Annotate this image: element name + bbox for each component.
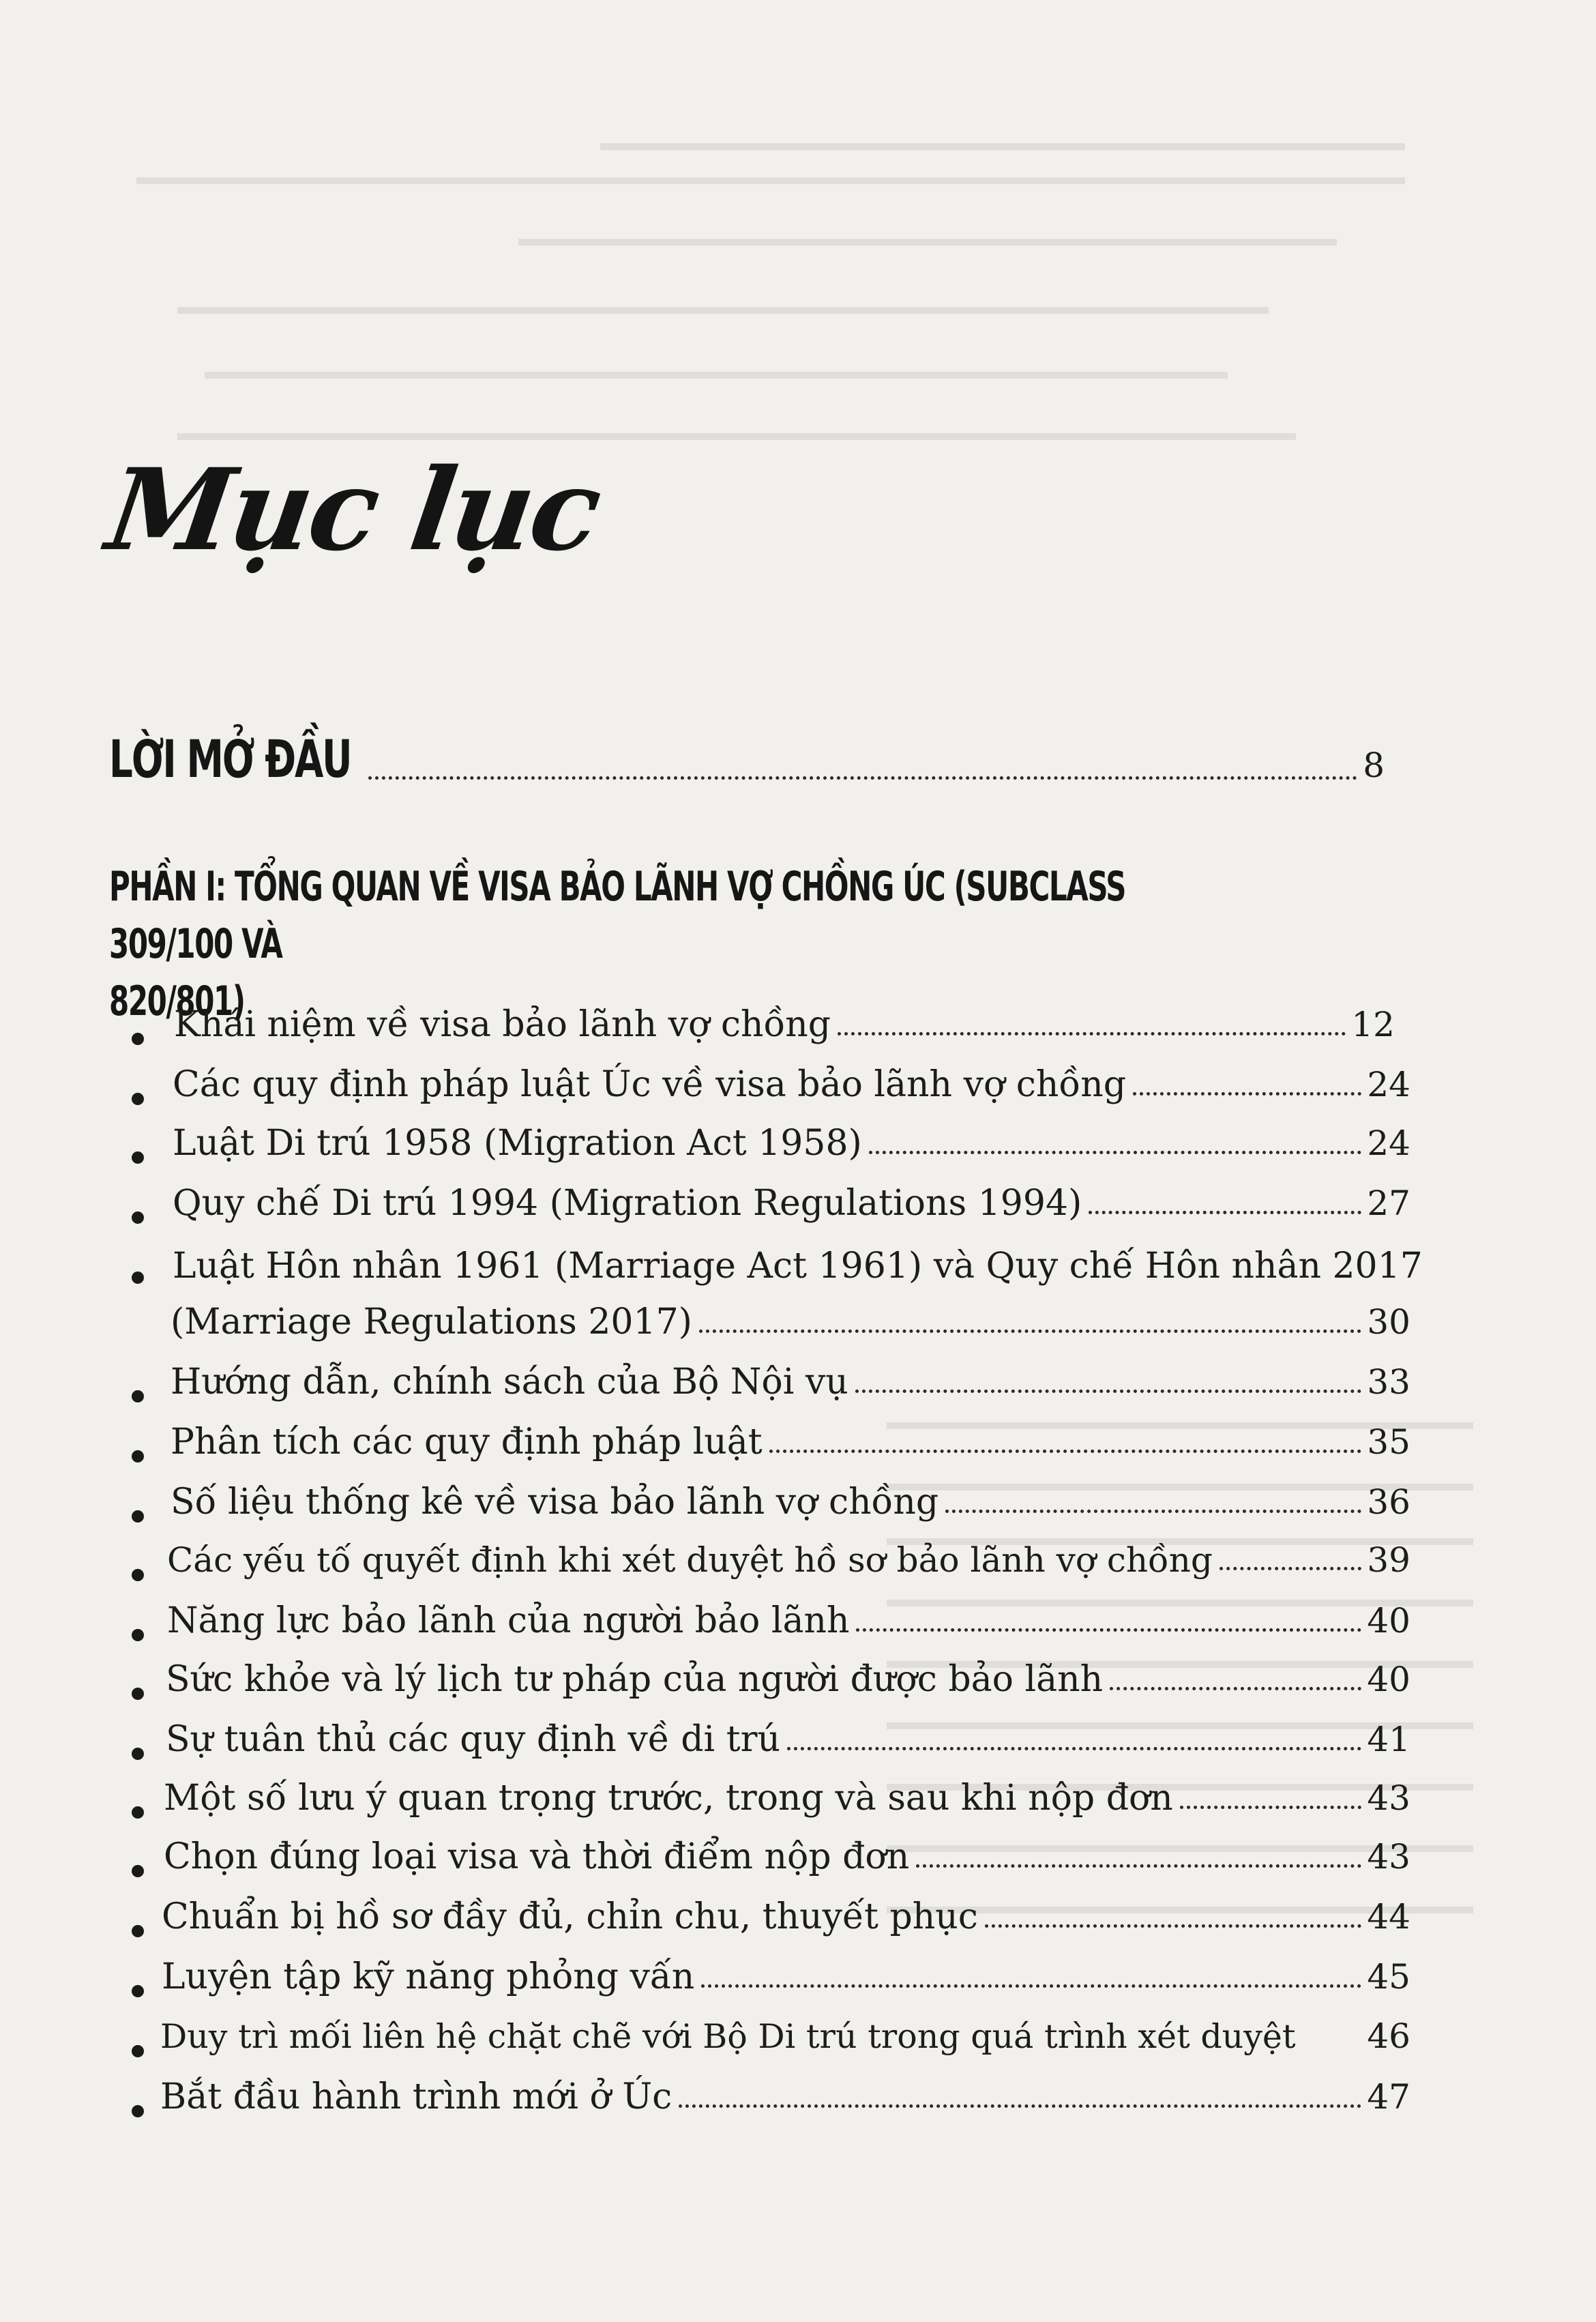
toc-entry[interactable] <box>173 1123 1410 1164</box>
bullet-icon <box>132 1865 144 1877</box>
bullet-icon <box>132 1033 144 1045</box>
toc-page-number: 41 <box>1367 1720 1410 1759</box>
toc-entry[interactable] <box>164 1778 1410 1819</box>
toc-entry[interactable] <box>173 1064 1410 1105</box>
toc-entry[interactable] <box>171 1302 1410 1342</box>
toc-entry[interactable] <box>174 1004 1395 1045</box>
toc-page-number: 46 <box>1367 2016 1410 2056</box>
toc-entry[interactable] <box>162 1956 1410 1997</box>
toc-page-number: 30 <box>1367 1302 1410 1342</box>
toc-entry-label: Phân tích các quy định pháp luật <box>171 1422 763 1463</box>
toc-entry[interactable] <box>171 1482 1410 1523</box>
toc-entry-intro[interactable] <box>109 729 1385 789</box>
dot-leader <box>916 1864 1361 1868</box>
dot-leader <box>1089 1211 1361 1214</box>
bullet-icon <box>132 1093 144 1105</box>
toc-entry-label: Sự tuân thủ các quy định về di trú <box>166 1719 780 1760</box>
bullet-icon <box>132 1390 144 1402</box>
toc-entry[interactable] <box>166 1659 1410 1700</box>
toc-entry-label: Hướng dẫn, chính sách của Bộ Nội vụ <box>171 1362 848 1402</box>
bullet-icon <box>132 1806 144 1819</box>
toc-entry-label: Sức khỏe và lý lịch tư pháp của người được bảo lãnh <box>166 1659 1104 1700</box>
toc-page-number: 47 <box>1367 2077 1410 2117</box>
toc-entry-label: Các yếu tố quyết định khi xét duyệt hồ sơ bảo lãnh vợ chồng <box>167 1540 1213 1580</box>
dot-leader <box>838 1032 1346 1035</box>
toc-entry-label: Bắt đầu hành trình mới ở Úc <box>160 2076 673 2117</box>
bullet-icon <box>132 1272 144 1284</box>
dot-leader <box>368 776 1357 780</box>
dot-leader <box>679 2104 1361 2108</box>
toc-entry-label: Quy chế Di trú 1994 (Migration Regulations 1994) <box>173 1183 1082 1224</box>
bullet-icon <box>132 1510 144 1523</box>
toc-entry[interactable] <box>160 2076 1410 2117</box>
dot-leader <box>1303 2043 1362 2046</box>
toc-entry-label: Số liệu thống kê về visa bảo lãnh vợ chồng <box>171 1482 939 1523</box>
toc-entry-label: LỜI MỞ ĐẦU <box>109 729 351 789</box>
toc-page-number: 40 <box>1367 1601 1410 1641</box>
dot-leader <box>701 1984 1361 1988</box>
toc-entry-label-line-2: (Marriage Regulations 2017) <box>171 1302 692 1342</box>
dot-leader <box>699 1329 1361 1333</box>
dot-leader <box>1180 1806 1362 1809</box>
dot-leader <box>1110 1687 1361 1690</box>
dot-leader <box>855 1390 1362 1393</box>
toc-page-number: 24 <box>1367 1065 1410 1104</box>
dot-leader <box>1220 1567 1362 1570</box>
toc-entry-label: Khái niệm về visa bảo lãnh vợ chồng <box>174 1004 831 1045</box>
toc-entry-label: Duy trì mối liên hệ chặt chẽ với Bộ Di trú trong quá trình xét duyệt <box>160 2017 1296 2056</box>
toc-entry[interactable] <box>171 1422 1410 1463</box>
toc-page-number: 43 <box>1367 1778 1410 1818</box>
toc-page-number: 12 <box>1351 1005 1395 1044</box>
bullet-icon <box>132 1688 144 1700</box>
dot-leader <box>787 1747 1361 1750</box>
toc-entry-label: Một số lưu ý quan trọng trước, trong và sau khi nộp đơn <box>164 1778 1173 1819</box>
bullet-icon <box>132 1450 144 1463</box>
toc-entry[interactable] <box>167 1540 1410 1580</box>
toc-entry-label: Luyện tập kỹ năng phỏng vấn <box>162 1956 695 1997</box>
dot-leader <box>985 1924 1362 1928</box>
toc-page-number: 36 <box>1367 1482 1410 1522</box>
toc-page-number: 43 <box>1367 1837 1410 1877</box>
dot-leader <box>945 1510 1361 1513</box>
toc-page-number: 45 <box>1367 1957 1410 1997</box>
bullet-icon <box>132 1925 144 1937</box>
part-heading-line-2: 820/801) <box>109 978 245 1025</box>
bullet-icon <box>132 1629 144 1641</box>
toc-page-number: 8 <box>1363 746 1385 785</box>
toc-page-number: 24 <box>1367 1123 1410 1163</box>
part-heading-line-1: PHẦN I: TỔNG QUAN VỀ VISA BẢO LÃNH VỢ CHỒNG ÚC (SUBCLASS 309/100 VÀ <box>109 863 1126 968</box>
bullet-icon <box>132 1985 144 1997</box>
toc-entry-label: Năng lực bảo lãnh của người bảo lãnh <box>167 1600 850 1641</box>
toc-page-number: 33 <box>1367 1362 1410 1402</box>
toc-entry[interactable] <box>167 1600 1410 1641</box>
dot-leader <box>1133 1092 1361 1096</box>
toc-entry[interactable] <box>166 1719 1410 1760</box>
toc-page-number: 27 <box>1367 1184 1410 1223</box>
bullet-icon <box>132 1569 144 1581</box>
bullet-icon <box>132 2105 144 2117</box>
bullet-icon <box>132 1211 144 1224</box>
toc-page-number: 39 <box>1367 1540 1410 1580</box>
toc-entry-label: Chọn đúng loại visa và thời điểm nộp đơn <box>164 1836 910 1877</box>
toc-entry-label-line-1[interactable]: Luật Hôn nhân 1961 (Marriage Act 1961) và Quy chế Hôn nhân 2017 <box>173 1246 1423 1287</box>
bullet-icon <box>132 2045 144 2057</box>
bullet-icon <box>132 1151 144 1164</box>
toc-entry-label: Các quy định pháp luật Úc về visa bảo lãnh vợ chồng <box>173 1064 1126 1105</box>
dot-leader <box>856 1628 1361 1632</box>
toc-entry[interactable] <box>162 1896 1410 1937</box>
toc-entry-label: Chuẩn bị hồ sơ đầy đủ, chỉn chu, thuyết phục <box>162 1896 978 1937</box>
toc-entry[interactable] <box>160 2016 1410 2056</box>
toc-page-number: 40 <box>1367 1660 1410 1699</box>
toc-entry[interactable] <box>173 1183 1410 1224</box>
dot-leader <box>869 1151 1362 1154</box>
toc-entry-label: Luật Di trú 1958 (Migration Act 1958) <box>173 1123 862 1164</box>
toc-entry[interactable] <box>171 1362 1410 1402</box>
page-title: Mục lục <box>100 443 607 576</box>
toc-page-number: 35 <box>1367 1422 1410 1462</box>
toc-entry[interactable] <box>164 1836 1410 1877</box>
toc-page-number: 44 <box>1367 1897 1410 1937</box>
dot-leader <box>769 1450 1362 1453</box>
bullet-icon <box>132 1748 144 1760</box>
